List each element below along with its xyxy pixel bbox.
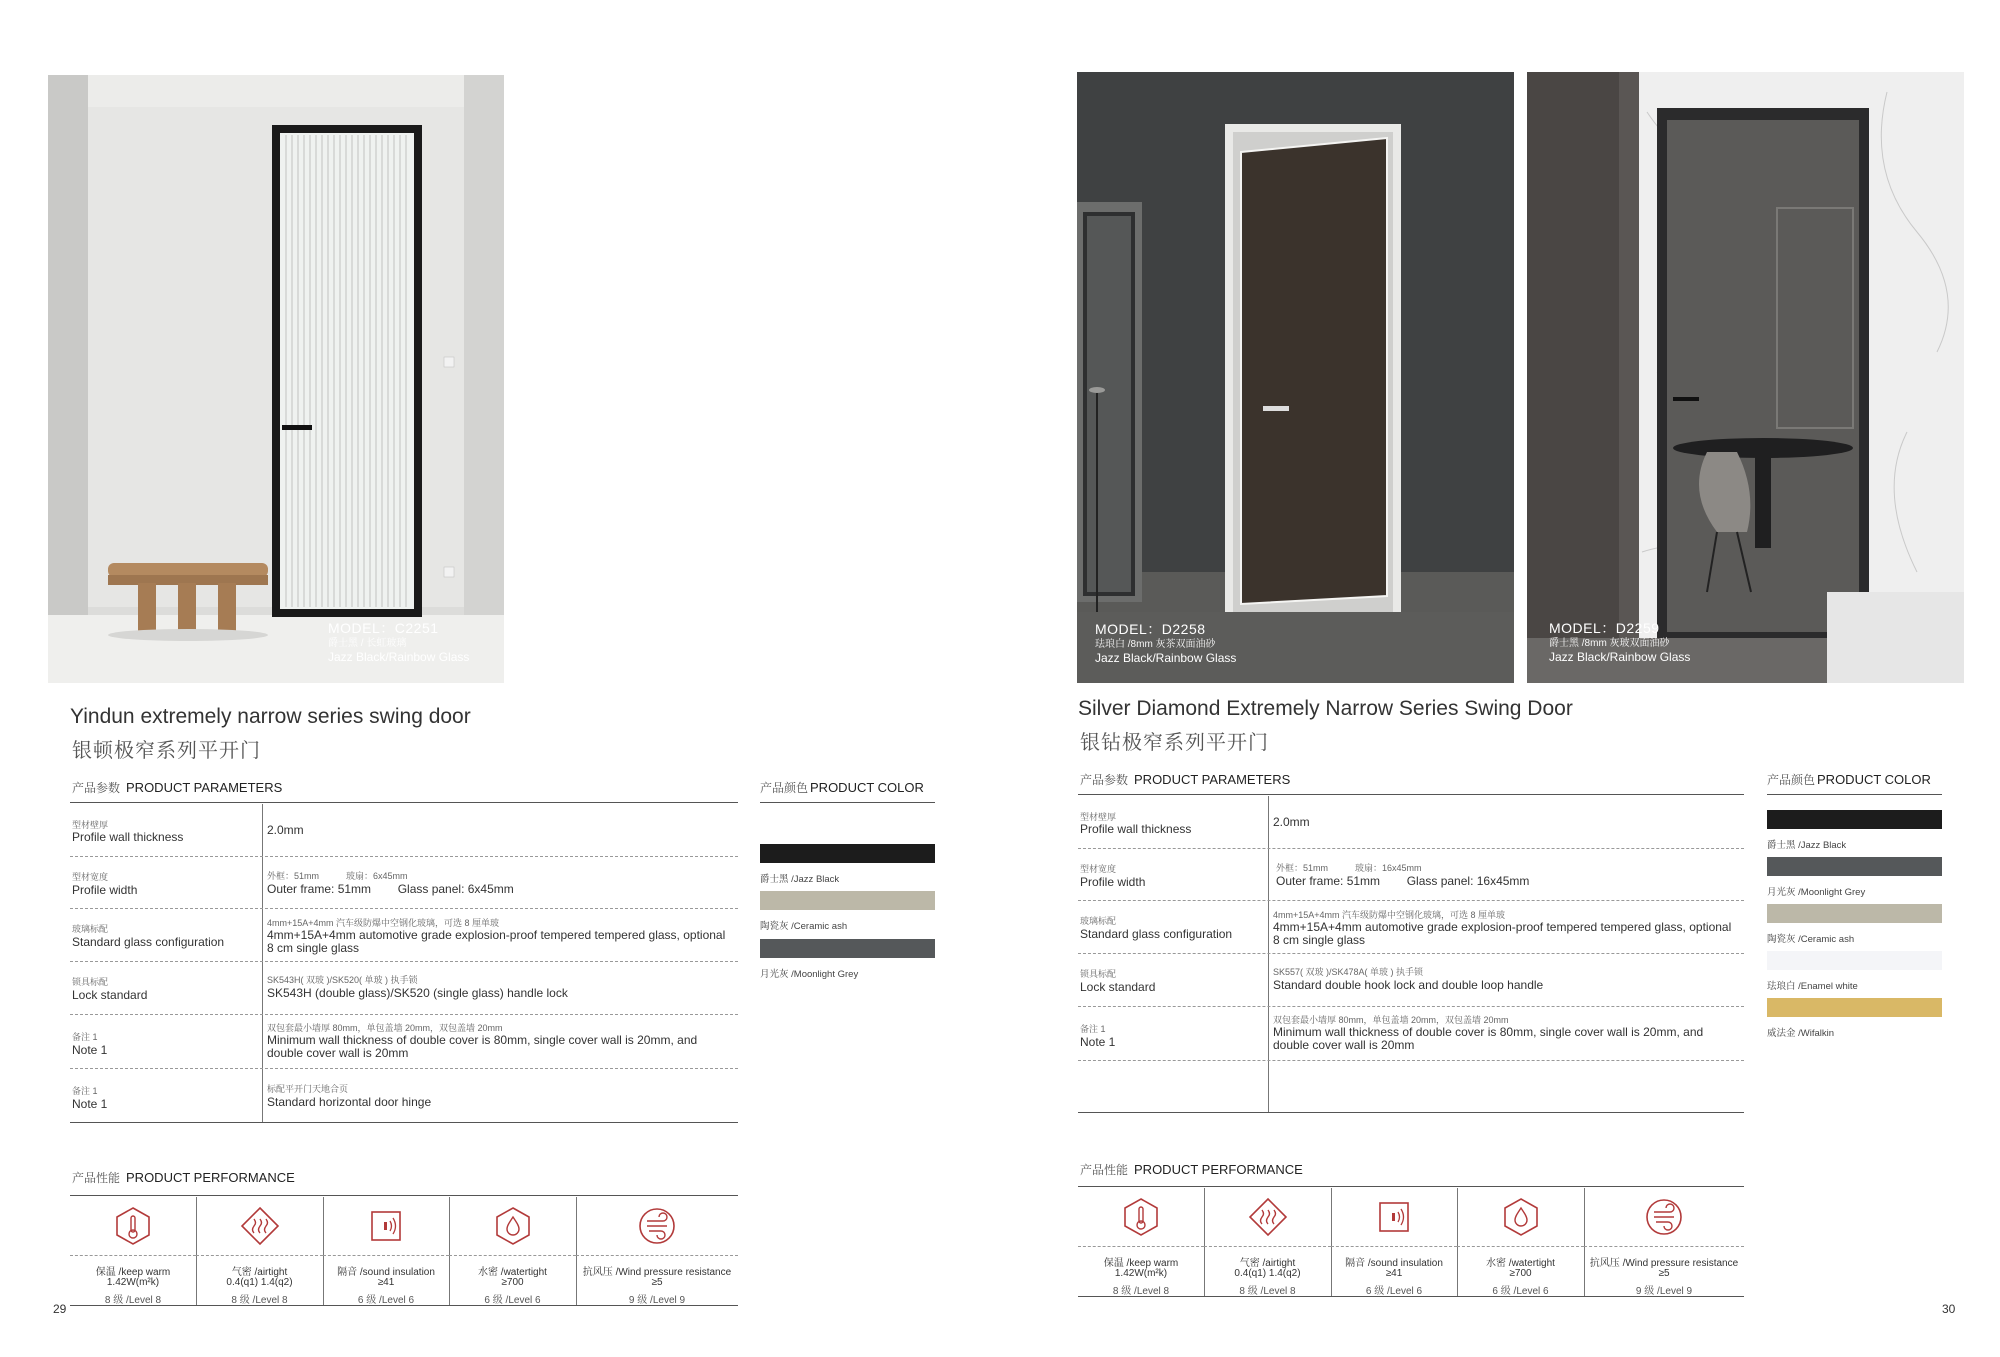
param-value-cn: 双包套最小墙厚 80mm，单包盖墙 20mm，双包盖墙 20mm: [267, 1023, 503, 1033]
param-label-cn: 型材宽度: [72, 872, 109, 882]
param-label-en: Standard glass configuration: [1080, 927, 1233, 941]
performance-rule: [70, 1195, 738, 1196]
performance-item-sound-insulation: [1331, 1188, 1457, 1296]
performance-item-airtight: [1204, 1188, 1331, 1296]
product-title-en: Silver Diamond Extremely Narrow Series Swing Door: [1078, 697, 1573, 720]
water-drop-icon: [492, 1205, 534, 1247]
param-value-en: Minimum wall thickness of double cover is 80mm, single cover wall is 20mm, and double cover wall is 20mm: [1273, 1025, 1704, 1052]
param-value-cn: SK543H( 双玻 )/SK520( 单玻 ) 执手锁: [267, 975, 418, 985]
performance-level: 6 级 /Level 6: [1365, 1286, 1423, 1297]
color-header-cn: 产品颜色: [1767, 773, 1816, 787]
color-swatch-jazz-black: [760, 844, 935, 863]
page-number: 29: [53, 1302, 67, 1316]
param-value-en: 4mm+15A+4mm automotive grade explosion-proof tempered tempered glass, optional 8 cm single glass: [1273, 920, 1732, 947]
model-label: [1095, 621, 1236, 666]
performance-level: 8 级 /Level 8: [231, 1295, 288, 1306]
params-header: [72, 779, 282, 796]
color-header: [1767, 771, 1931, 788]
performance-value: ≥41: [377, 1277, 395, 1288]
param-value-cn: 外框：51mm 玻扇：16x45mm: [1276, 863, 1422, 873]
performance-item-wind-pressure: [1584, 1188, 1744, 1296]
product-title-cn: 银顿极窄系列平开门: [72, 740, 261, 762]
param-label-cn: 型材壁厚: [1080, 812, 1117, 822]
catalog-page-right: [1000, 0, 2000, 1357]
product-photo-d2259: [1527, 72, 1964, 683]
color-label: 爵士黑 /Jazz Black: [1767, 840, 1847, 851]
params-header-en: PRODUCT PARAMETERS: [1134, 772, 1291, 787]
wind-icon: [636, 1205, 678, 1247]
color-label: 陶瓷灰 /Ceramic ash: [1767, 934, 1855, 945]
performance-value: 0.4(q1) 1.4(q2): [226, 1277, 293, 1288]
performance-level: 6 级 /Level 6: [1492, 1286, 1549, 1297]
params-table-bottom-rule: [1078, 1112, 1744, 1113]
product-photo-c2251: [48, 75, 504, 683]
param-label-en: Lock standard: [72, 988, 148, 1002]
param-row: [70, 908, 738, 962]
performance-header-en: PRODUCT PERFORMANCE: [1134, 1162, 1303, 1177]
param-value-en: 2.0mm: [267, 823, 304, 837]
model-color-cn: 爵士黑 /8mm 灰玻双面油砂: [1549, 637, 1670, 649]
model-number: MODEL：C2251: [328, 620, 439, 636]
color-header-en: PRODUCT COLOR: [810, 780, 924, 795]
sound-icon: [1373, 1196, 1415, 1238]
param-value-en: Outer frame: 51mm Glass panel: 6x45mm: [267, 882, 514, 896]
performance-strip: [1078, 1188, 1744, 1296]
params-rule: [70, 802, 738, 803]
color-header-en: PRODUCT COLOR: [1817, 772, 1931, 787]
param-value-cn: 外框：51mm 玻扇：6x45mm: [267, 871, 408, 881]
sound-icon: [365, 1205, 407, 1247]
param-value-cn: 4mm+15A+4mm 汽车级防爆中空钢化玻璃，可选 8 厘单玻: [1273, 910, 1506, 920]
color-rule: [1767, 794, 1942, 795]
color-label: 爵士黑 /Jazz Black: [760, 874, 840, 885]
color-label: 陶瓷灰 /Ceramic ash: [760, 921, 848, 932]
param-value-en: Standard horizontal door hinge: [267, 1095, 432, 1109]
performance-label: 气密 /airtight: [1239, 1258, 1296, 1269]
params-table: [1078, 796, 1744, 1112]
door-photo-illustration: [48, 75, 504, 683]
color-label: 珐琅白 /Enamel white: [1767, 981, 1858, 992]
performance-strip: [70, 1197, 738, 1305]
color-label: 月光灰 /Moonlight Grey: [760, 969, 859, 980]
performance-level: 8 级 /Level 8: [1239, 1286, 1296, 1297]
params-rule: [1078, 794, 1744, 795]
performance-value: ≥700: [501, 1277, 524, 1288]
performance-label: 隔音 /sound insulation: [337, 1267, 435, 1278]
performance-level: 9 级 /Level 9: [628, 1295, 686, 1306]
param-value-cn: 标配平开门天地合页: [267, 1084, 349, 1094]
performance-item-sound-insulation: [323, 1197, 449, 1305]
performance-label: 水密 /watertight: [478, 1267, 547, 1278]
performance-value: ≥5: [1658, 1268, 1670, 1279]
param-label-en: Profile width: [72, 883, 138, 897]
params-header-cn: 产品参数: [72, 781, 121, 795]
param-label-cn: 备注 1: [1080, 1024, 1106, 1034]
performance-item-airtight: [196, 1197, 323, 1305]
param-row: [1078, 848, 1744, 901]
performance-level: 8 级 /Level 8: [1112, 1286, 1170, 1297]
airflow-icon: [239, 1205, 281, 1247]
param-label-en: Profile wall thickness: [72, 830, 184, 844]
performance-label: 隔音 /sound insulation: [1345, 1258, 1443, 1269]
performance-label: 抗风压 /Wind pressure resistance: [582, 1267, 732, 1278]
performance-label: 保温 /keep warm: [95, 1267, 171, 1278]
performance-item-wind-pressure: [576, 1197, 738, 1305]
param-row: [70, 961, 738, 1015]
model-number: MODEL：D2258: [1095, 621, 1206, 637]
param-value-cn: 双包套最小墙厚 80mm，单包盖墙 20mm，双包盖墙 20mm: [1273, 1015, 1509, 1025]
product-photo-d2258: [1077, 72, 1514, 683]
param-value-en: SK543H (double glass)/SK520 (single glass) handle lock: [267, 986, 568, 1000]
color-swatch-jazz-black: [1767, 810, 1942, 829]
performance-value: 0.4(q1) 1.4(q2): [1234, 1268, 1301, 1279]
param-value-en: Standard double hook lock and double loop handle: [1273, 978, 1544, 992]
param-label-cn: 型材壁厚: [72, 820, 109, 830]
params-header: [1080, 771, 1290, 788]
thermometer-icon: [1120, 1196, 1162, 1238]
param-value-en: Minimum wall thickness of double cover is 80mm, single cover wall is 20mm, and double cover wall is 20mm: [267, 1033, 698, 1060]
performance-label: 气密 /airtight: [231, 1267, 288, 1278]
param-label-cn: 型材宽度: [1080, 864, 1117, 874]
param-row: [1078, 796, 1744, 849]
performance-value: ≥700: [1509, 1268, 1532, 1279]
performance-value: ≥5: [651, 1277, 663, 1288]
airflow-icon: [1247, 1196, 1289, 1238]
performance-item-watertight: [449, 1197, 576, 1305]
color-swatch-moonlight-grey: [1767, 857, 1942, 876]
color-header-cn: 产品颜色: [760, 781, 809, 795]
param-row: [70, 1014, 738, 1069]
param-row: [1078, 1006, 1744, 1061]
param-row: [70, 856, 738, 909]
param-label-cn: 备注 1: [72, 1032, 98, 1042]
param-row: [70, 804, 738, 857]
param-label-cn: 玻璃标配: [72, 924, 109, 934]
performance-label: 抗风压 /Wind pressure resistance: [1589, 1258, 1739, 1269]
color-swatch-enamel-white: [1767, 951, 1942, 970]
performance-header-cn: 产品性能: [72, 1171, 121, 1185]
param-value-cn: SK557( 双玻 )/SK478A( 单玻 ) 执手锁: [1273, 967, 1424, 977]
params-header-en: PRODUCT PARAMETERS: [126, 780, 283, 795]
performance-bottom-rule: [70, 1305, 738, 1306]
model-color-cn: 爵士黑 / 长虹玻璃: [328, 637, 407, 649]
performance-bottom-rule: [1078, 1296, 1744, 1297]
performance-value: ≥41: [1385, 1268, 1403, 1279]
color-swatch-moonlight-grey: [760, 939, 935, 958]
performance-value: 1.42W(m²k): [106, 1277, 160, 1288]
model-color-en: Jazz Black/Rainbow Glass: [328, 650, 470, 664]
params-header-cn: 产品参数: [1080, 773, 1129, 787]
model-color-cn: 珐琅白 /8mm 灰茶双面油砂: [1095, 638, 1216, 650]
page-number: 30: [1942, 1302, 1956, 1316]
performance-label: 保温 /keep warm: [1103, 1258, 1179, 1269]
performance-rule: [1078, 1186, 1744, 1187]
performance-level: 6 级 /Level 6: [484, 1295, 541, 1306]
color-swatch-wifalkin: [1767, 998, 1942, 1017]
product-title-cn: 银钻极窄系列平开门: [1080, 732, 1269, 754]
param-value-en: 4mm+15A+4mm automotive grade explosion-proof tempered tempered glass, optional 8 cm single glass: [267, 928, 726, 955]
param-label-cn: 锁具标配: [1080, 969, 1117, 979]
performance-header: [72, 1169, 295, 1186]
door-photo-illustration: [1077, 72, 1514, 683]
product-title-en: Yindun extremely narrow series swing door: [70, 705, 471, 728]
model-color-en: Jazz Black/Rainbow Glass: [1549, 650, 1691, 664]
param-value-en: 2.0mm: [1273, 815, 1310, 829]
performance-level: 8 级 /Level 8: [104, 1295, 162, 1306]
color-rule: [760, 802, 935, 803]
param-value-en: Outer frame: 51mm Glass panel: 16x45mm: [1276, 874, 1530, 888]
param-label-en: Note 1: [1080, 1035, 1116, 1049]
param-label-cn: 锁具标配: [72, 977, 109, 987]
color-header: [760, 779, 924, 796]
param-row: [1078, 900, 1744, 954]
wind-icon: [1643, 1196, 1685, 1238]
performance-level: 9 级 /Level 9: [1635, 1286, 1693, 1297]
color-label: 威法金 /Wifalkin: [1767, 1028, 1835, 1039]
params-table-bottom-rule: [70, 1122, 738, 1123]
color-label: 月光灰 /Moonlight Grey: [1767, 887, 1866, 898]
performance-header-en: PRODUCT PERFORMANCE: [126, 1170, 295, 1185]
performance-item-keep-warm: [1078, 1188, 1204, 1296]
performance-item-watertight: [1457, 1188, 1584, 1296]
color-swatch-ceramic-ash: [1767, 904, 1942, 923]
model-label: [328, 620, 469, 665]
param-row: [1078, 953, 1744, 1007]
performance-header: [1080, 1161, 1303, 1178]
param-label-cn: 备注 1: [72, 1086, 98, 1096]
model-number: MODEL：D2259: [1549, 620, 1660, 636]
model-label: [1549, 620, 1690, 665]
param-label-en: Note 1: [72, 1097, 108, 1111]
performance-level: 6 级 /Level 6: [357, 1295, 415, 1306]
water-drop-icon: [1500, 1196, 1542, 1238]
param-label-en: Lock standard: [1080, 980, 1156, 994]
color-swatch-ceramic-ash: [760, 891, 935, 910]
performance-label: 水密 /watertight: [1486, 1258, 1555, 1269]
param-label-en: Profile width: [1080, 875, 1146, 889]
param-row: [70, 1068, 738, 1122]
param-value-cn: 4mm+15A+4mm 汽车级防爆中空钢化玻璃，可选 8 厘单玻: [267, 918, 500, 928]
param-label-en: Standard glass configuration: [72, 935, 225, 949]
params-table: [70, 804, 738, 1122]
thermometer-icon: [112, 1205, 154, 1247]
model-color-en: Jazz Black/Rainbow Glass: [1095, 651, 1237, 665]
door-photo-illustration: [1527, 72, 1964, 683]
param-label-en: Note 1: [72, 1043, 108, 1057]
performance-header-cn: 产品性能: [1080, 1163, 1129, 1177]
param-label-cn: 玻璃标配: [1080, 916, 1117, 926]
performance-item-keep-warm: [70, 1197, 196, 1305]
param-label-en: Profile wall thickness: [1080, 822, 1192, 836]
performance-value: 1.42W(m²k): [1114, 1268, 1168, 1279]
